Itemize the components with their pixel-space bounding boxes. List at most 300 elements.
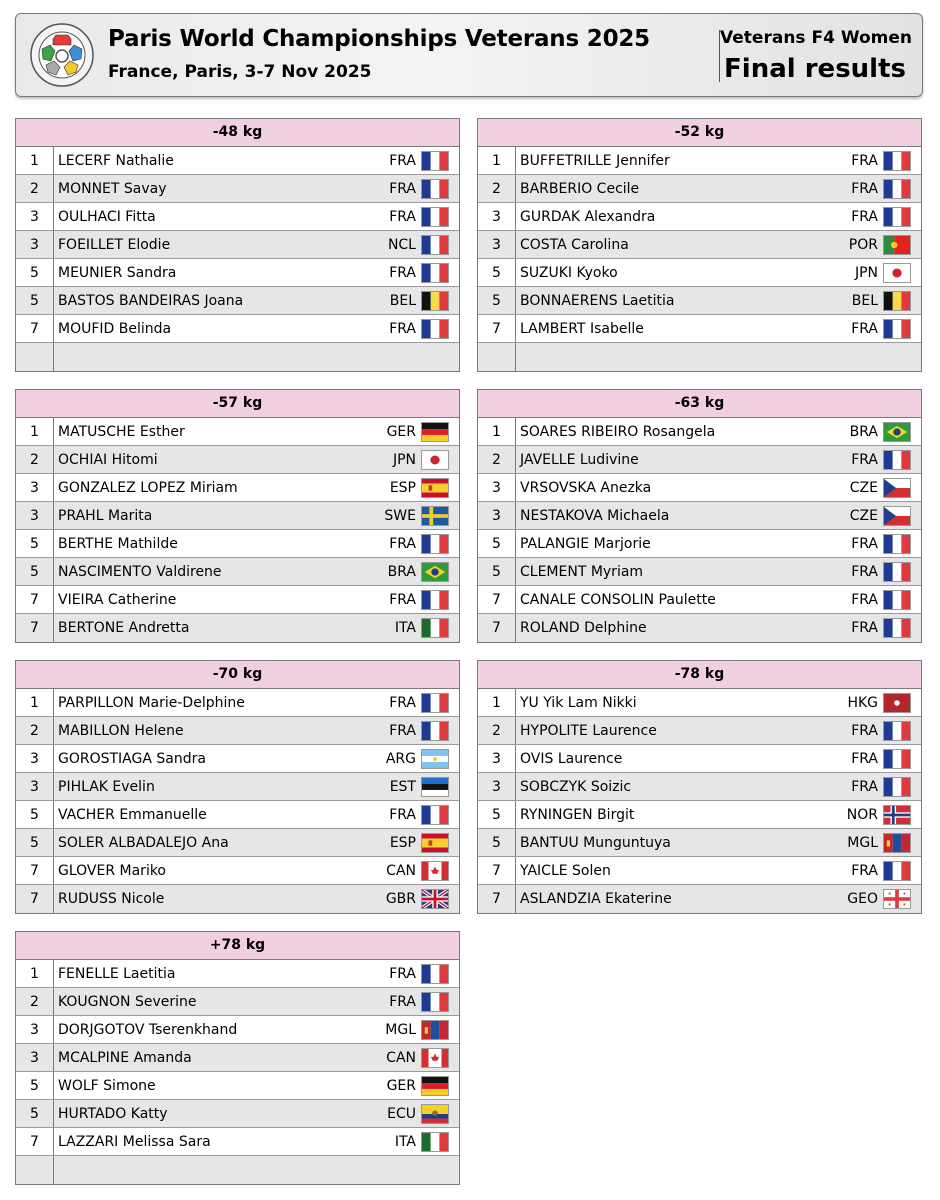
table-row [16,1072,459,1100]
nation-code: FRA [389,535,416,552]
athlete-name: NASCIMENTO Valdirene [58,563,222,580]
nation-code: POR [848,236,878,253]
flag-cell [883,147,921,174]
nation-code: ITA [394,1133,416,1150]
flag-cell [421,315,459,342]
nation-code: BRA [849,423,878,440]
flag-cell [421,287,459,314]
nation-code: NCL [387,236,416,253]
flag-cell [421,558,459,585]
weight-class-header: -63 kg [478,390,921,418]
athlete-name: BASTOS BANDEIRAS Joana [58,292,244,309]
table-row [16,418,459,446]
athlete-name: MEUNIER Sandra [58,264,177,281]
flag-cell [421,231,459,258]
results-table [15,660,460,914]
flag-cell [883,801,921,828]
athlete-name: VRSOVSKA Anezka [520,479,652,496]
athlete-name: MCALPINE Amanda [58,1049,192,1066]
athlete-name: ROLAND Delphine [520,620,647,636]
nation-code: BEL [389,292,416,309]
table-row [16,801,459,829]
rank-cell: 2 [478,717,516,744]
fra-flag-icon [883,590,911,610]
flag-cell [421,689,459,716]
nation-code: FRA [851,320,878,337]
jpn-flag-icon [421,450,449,470]
rank-cell: 3 [16,203,54,230]
flag-cell [883,418,921,445]
flag-cell [421,1016,459,1043]
table-row [16,988,459,1016]
rank-cell: 2 [16,717,54,744]
hkg-flag-icon [883,693,911,713]
flag-cell [883,857,921,884]
nation-code: NOR [846,806,878,823]
athlete-name: FENELLE Laetitia [58,965,176,982]
rank-cell: 5 [478,829,516,856]
athlete-name: HURTADO Katty [58,1105,168,1122]
nation-code: CAN [386,862,416,879]
nation-code: CAN [386,1049,416,1066]
fra-flag-icon [883,777,911,797]
nation-code: FRA [389,152,416,169]
flag-cell [883,446,921,473]
fra-flag-icon [883,151,911,171]
nation-code: FRA [389,965,416,982]
flag-cell [883,885,921,913]
athlete-name: RUDUSS Nicole [58,891,165,907]
nor-flag-icon [883,805,911,825]
rank-cell: 3 [16,773,54,800]
nation-code: CZE [849,507,878,524]
athlete-name: CANALE CONSOLIN Paulette [520,591,716,608]
rank-cell: 5 [16,530,54,557]
flag-cell [883,175,921,202]
bra-flag-icon [883,422,911,442]
rank-cell: 5 [16,259,54,286]
flag-cell [421,885,459,913]
jpn-flag-icon [883,263,911,283]
weight-class-header: -48 kg [16,119,459,147]
weight-class-header: -70 kg [16,661,459,689]
table-row [16,586,459,614]
ecu-flag-icon [421,1104,449,1124]
table-row [478,418,921,446]
fra-flag-icon [421,693,449,713]
nation-code: FRA [851,750,878,767]
fra-flag-icon [421,235,449,255]
table-row [16,1100,459,1128]
rank-cell: 7 [478,857,516,884]
athlete-name: MABILLON Helene [58,722,184,739]
rank-cell: 5 [16,829,54,856]
fra-flag-icon [421,179,449,199]
flag-cell [883,530,921,557]
rank-cell: 3 [16,474,54,501]
can-flag-icon [421,861,449,881]
table-row [478,287,921,315]
results-table [15,931,460,1185]
rank-cell: 5 [478,558,516,585]
nation-code: EST [389,778,416,795]
table-row [478,801,921,829]
results-table [15,118,460,372]
fra-flag-icon [421,721,449,741]
rank-cell: 5 [16,1100,54,1127]
can-flag-icon [421,1048,449,1068]
flag-cell [883,343,921,371]
nation-code: FRA [851,208,878,225]
athlete-name: CLEMENT Myriam [520,563,644,580]
rank-cell: 7 [16,857,54,884]
rank-cell: 2 [16,175,54,202]
table-row [16,1156,459,1184]
nation-code: BRA [387,563,416,580]
rank-cell: 5 [478,287,516,314]
rank-cell: 5 [16,1072,54,1099]
table-row [16,1044,459,1072]
results-table [477,660,922,914]
bel-flag-icon [883,291,911,311]
flag-cell [421,147,459,174]
flag-cell [883,689,921,716]
flag-cell [883,558,921,585]
athlete-name: PARPILLON Marie-Delphine [58,694,245,711]
athlete-name: BERTONE Andretta [58,620,190,636]
athlete-name: WOLF Simone [58,1077,156,1094]
rank-cell: 5 [478,801,516,828]
results-table [477,118,922,372]
athlete-name: MONNET Savay [58,180,167,197]
fra-flag-icon [883,749,911,769]
fra-flag-icon [421,319,449,339]
table-row [16,147,459,175]
athlete-name: OVIS Laurence [520,750,623,767]
rank-cell: 1 [16,960,54,987]
athlete-name: RYNINGEN Birgit [520,806,635,823]
rank-cell: 2 [478,446,516,473]
table-row [478,259,921,287]
rank-cell: 5 [16,558,54,585]
nation-code: FRA [389,722,416,739]
athlete-name: YAICLE Solen [520,862,611,879]
athlete-name: GOROSTIAGA Sandra [58,750,206,767]
rank-cell: 3 [478,745,516,772]
flag-cell [883,474,921,501]
flag-cell [421,745,459,772]
athlete-name: NESTAKOVA Michaela [520,507,670,524]
athlete-name: SOLER ALBADALEJO Ana [58,834,229,851]
rank-cell: 3 [16,1044,54,1071]
nation-code: FRA [851,778,878,795]
rank-cell: 5 [16,287,54,314]
table-row [478,885,921,913]
mgl-flag-icon [883,833,911,853]
flag-cell [883,203,921,230]
flag-cell [421,1044,459,1071]
athlete-name: JAVELLE Ludivine [520,451,639,468]
nation-code: FRA [851,620,878,636]
page-title: Paris World Championships Veterans 2025 [108,26,650,52]
swe-flag-icon [421,506,449,526]
fra-flag-icon [421,805,449,825]
rank-cell: 1 [16,418,54,445]
rank-cell [16,343,54,371]
rank-cell: 3 [478,502,516,529]
flag-cell [421,614,459,642]
fra-flag-icon [421,590,449,610]
flag-cell [883,315,921,342]
fra-flag-icon [421,534,449,554]
athlete-name: YU Yik Lam Nikki [520,694,637,711]
nation-code: FRA [851,862,878,879]
athlete-name: OCHIAI Hitomi [58,451,158,468]
flag-cell [883,614,921,642]
results-table [15,389,460,643]
cze-flag-icon [883,478,911,498]
rank-cell: 1 [16,689,54,716]
nation-code: GEO [847,891,878,907]
nation-code: FRA [851,180,878,197]
geo-flag-icon [883,889,911,909]
rank-cell: 5 [16,801,54,828]
table-row [478,689,921,717]
results-header [15,13,923,97]
flag-cell [421,530,459,557]
flag-cell [421,1100,459,1127]
nation-code: GBR [385,891,416,907]
athlete-name: FOEILLET Elodie [58,236,171,253]
table-row [478,474,921,502]
athlete-name: MOUFID Belinda [58,320,172,337]
athlete-name: OULHACI Fitta [58,208,156,225]
rank-cell: 7 [16,614,54,642]
nation-code: SWE [384,507,416,524]
flag-cell [421,773,459,800]
rank-cell: 7 [16,586,54,613]
nation-code: ARG [385,750,416,767]
nation-code: FRA [851,722,878,739]
nation-code: FRA [851,152,878,169]
mgl-flag-icon [421,1020,449,1040]
rank-cell: 3 [478,474,516,501]
flag-cell [421,259,459,286]
nation-code: FRA [851,563,878,580]
ger-flag-icon [421,422,449,442]
table-row [16,1128,459,1156]
athlete-name: SOARES RIBEIRO Rosangela [520,423,716,440]
table-row [16,558,459,586]
fra-flag-icon [883,562,911,582]
por-flag-icon [883,235,911,255]
athlete-name: MATUSCHE Esther [58,423,185,440]
nation-code: BEL [851,292,878,309]
athlete-name: VIEIRA Catherine [58,591,177,608]
table-row [16,614,459,642]
ijf-logo-icon [30,23,94,87]
category-label: Veterans F4 Women [720,28,912,48]
nation-code: FRA [389,320,416,337]
nation-code: MGL [385,1021,416,1038]
weight-class-header: -52 kg [478,119,921,147]
athlete-name: PRAHL Marita [58,507,153,524]
rank-cell [478,343,516,371]
nation-code: JPN [854,264,878,281]
flag-cell [421,1072,459,1099]
table-row [478,446,921,474]
flag-cell [421,474,459,501]
athlete-name: BANTUU Munguntuya [520,834,671,851]
flag-cell [883,829,921,856]
rank-cell: 1 [478,418,516,445]
table-row [16,474,459,502]
nation-code: JPN [392,451,416,468]
table-row [16,231,459,259]
rank-cell: 3 [16,1016,54,1043]
results-table [477,389,922,643]
flag-cell [421,960,459,987]
rank-cell: 7 [16,1128,54,1155]
table-row [478,147,921,175]
flag-cell [421,857,459,884]
table-row [478,829,921,857]
flag-cell [421,988,459,1015]
table-row [478,558,921,586]
nation-code: FRA [851,591,878,608]
weight-class-header: -78 kg [478,661,921,689]
gbr-flag-icon [421,889,449,909]
flag-cell [421,502,459,529]
rank-cell: 7 [478,885,516,913]
table-row [478,175,921,203]
athlete-name: BERTHE Mathilde [58,535,178,552]
ita-flag-icon [421,1132,449,1152]
fra-flag-icon [421,263,449,283]
flag-cell [883,259,921,286]
weight-class-header: -57 kg [16,390,459,418]
fra-flag-icon [421,992,449,1012]
rank-cell: 3 [478,203,516,230]
table-row [16,502,459,530]
table-row [16,287,459,315]
athlete-name: PALANGIE Marjorie [520,535,651,552]
flag-cell [883,231,921,258]
fra-flag-icon [883,861,911,881]
flag-cell [883,745,921,772]
esp-flag-icon [421,833,449,853]
rank-cell: 3 [16,231,54,258]
fra-flag-icon [421,151,449,171]
flag-cell [421,175,459,202]
nation-code: CZE [849,479,878,496]
athlete-name: GURDAK Alexandra [520,208,656,225]
flag-cell [421,586,459,613]
table-row [16,773,459,801]
flag-cell [883,287,921,314]
table-row [16,175,459,203]
athlete-name: GONZALEZ LOPEZ Miriam [58,479,238,496]
fra-flag-icon [883,319,911,339]
nation-code: MGL [847,834,878,851]
table-row [478,614,921,642]
rank-cell: 5 [478,530,516,557]
nation-code: FRA [389,180,416,197]
nation-code: FRA [389,208,416,225]
athlete-name: KOUGNON Severine [58,993,197,1010]
athlete-name: COSTA Carolina [520,236,629,253]
table-row [478,231,921,259]
flag-cell [421,829,459,856]
fra-flag-icon [883,450,911,470]
table-row [478,502,921,530]
nation-code: FRA [851,451,878,468]
table-row [478,717,921,745]
rank-cell: 1 [478,689,516,716]
weight-class-header: +78 kg [16,932,459,960]
fra-flag-icon [883,721,911,741]
bra-flag-icon [421,562,449,582]
rank-cell: 1 [478,147,516,174]
flag-cell [421,446,459,473]
table-row [16,689,459,717]
nation-code: FRA [851,535,878,552]
athlete-name: SUZUKI Kyoko [520,264,618,281]
fra-flag-icon [421,964,449,984]
flag-cell [883,586,921,613]
rank-cell: 7 [478,586,516,613]
fra-flag-icon [883,179,911,199]
rank-cell: 7 [16,315,54,342]
table-row [16,446,459,474]
nation-code: HKG [847,694,878,711]
athlete-name: LAZZARI Melissa Sara [58,1133,211,1150]
table-row [478,773,921,801]
table-row [478,203,921,231]
table-row [16,829,459,857]
nation-code: FRA [389,694,416,711]
fra-flag-icon [421,207,449,227]
nation-code: FRA [389,591,416,608]
athlete-name: HYPOLITE Laurence [520,722,657,739]
athlete-name: GLOVER Mariko [58,862,167,879]
flag-cell [421,343,459,371]
table-row [16,315,459,343]
nation-code: FRA [389,806,416,823]
rank-cell: 5 [478,259,516,286]
table-row [478,586,921,614]
athlete-name: BONNAERENS Laetitia [520,292,675,309]
arg-flag-icon [421,749,449,769]
flag-cell [421,717,459,744]
athlete-name: BARBERIO Cecile [520,180,640,197]
rank-cell: 3 [16,502,54,529]
athlete-name: LECERF Nathalie [58,152,174,169]
rank-cell: 3 [16,745,54,772]
rank-cell: 7 [478,315,516,342]
table-row [16,745,459,773]
event-location-date: France, Paris, 3-7 Nov 2025 [108,62,372,82]
results-status: Final results [724,54,906,84]
table-row [16,857,459,885]
table-row [16,960,459,988]
bel-flag-icon [421,291,449,311]
rank-cell: 3 [478,773,516,800]
fra-flag-icon [883,618,911,638]
flag-cell [421,203,459,230]
rank-cell: 3 [478,231,516,258]
rank-cell: 2 [16,446,54,473]
